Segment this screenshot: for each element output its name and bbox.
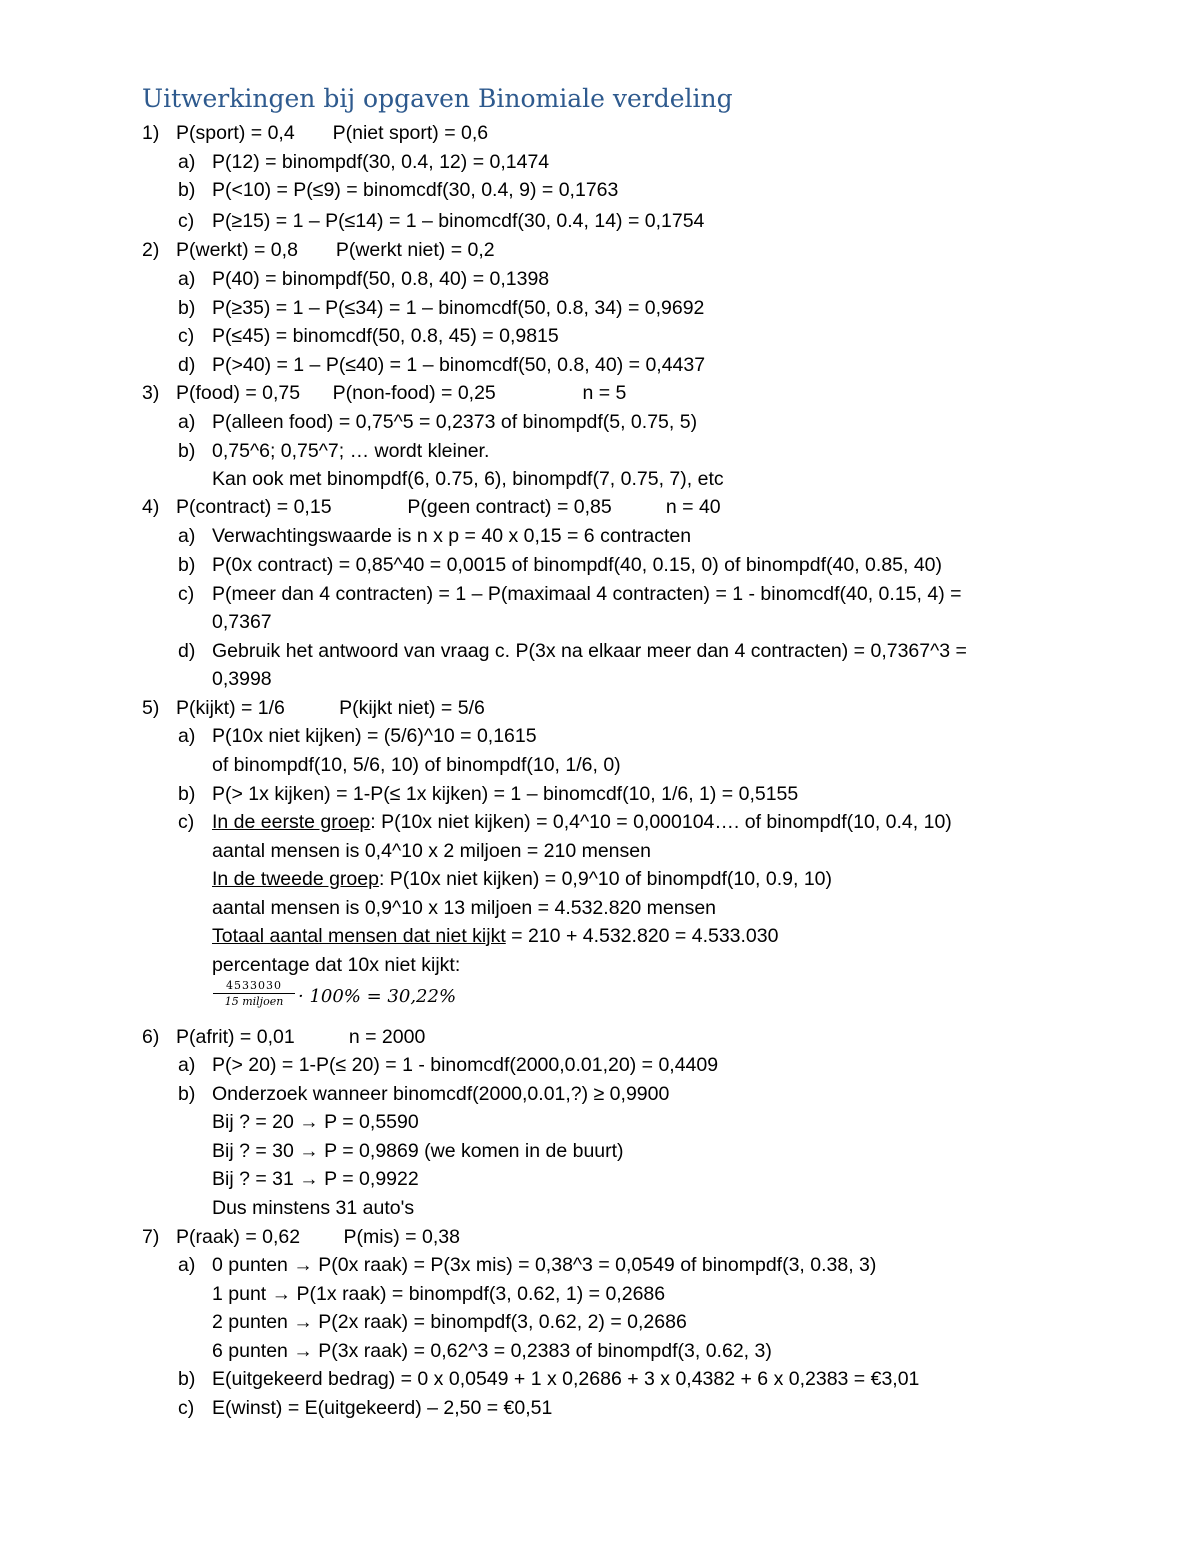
subquestion-letter: b) <box>178 1083 196 1105</box>
subquestion-letter: b) <box>178 179 196 201</box>
answer-line <box>212 149 549 175</box>
question-number: 4) <box>142 496 160 518</box>
answer-line <box>212 323 559 349</box>
answer-line <box>212 1081 669 1107</box>
formula-denominator: 15 miljoen <box>224 995 284 1008</box>
answer-line <box>212 1195 414 1221</box>
line-text: P(40) = binompdf(50, 0.8, 40) = 0,1398 <box>212 268 550 290</box>
answer-line <box>212 838 651 864</box>
percentage-formula <box>212 978 512 1018</box>
answer-line <box>212 952 460 978</box>
line-text: P(10x niet kijken) = (5/6)^10 = 0,1615 <box>212 725 537 747</box>
subquestion-letter: c) <box>178 1397 195 1419</box>
line-text: Bij ? = 31 → P = 0,9922 <box>212 1168 419 1190</box>
answer-line <box>212 466 724 492</box>
line-text: Onderzoek wanneer binomcdf(2000,0.01,?) ≥ 0,9900 <box>212 1083 670 1105</box>
line-text: : P(10x niet kijken) = 0,9^10 of binompdf(10, 0.9, 10) <box>378 868 833 890</box>
line-text: P(meer dan 4 contracten) = 1 – P(maximaal 4 contracten) = 1 - binomcdf(40, 0.15, 4) = <box>212 583 962 605</box>
subquestion-letter: c) <box>178 583 195 605</box>
answer-line <box>212 1052 718 1078</box>
line-text: percentage dat 10x niet kijkt: <box>212 954 461 976</box>
answer-line <box>212 1166 419 1192</box>
subquestion-letter: a) <box>178 268 196 290</box>
question-line <box>176 494 721 520</box>
line-text: P(raak) = 0,62 P(mis) = 0,38 <box>176 1226 460 1248</box>
answer-line <box>212 638 967 664</box>
line-text: P(0x contract) = 0,85^40 = 0,0015 of binompdf(40, 0.15, 0) of binompdf(40, 0.85, 40) <box>212 554 943 576</box>
line-text: P(kijkt) = 1/6 P(kijkt niet) = 5/6 <box>176 697 485 719</box>
answer-line <box>212 866 832 892</box>
line-text: = 210 + 4.532.820 = 4.533.030 <box>505 925 779 947</box>
line-text: P(12) = binompdf(30, 0.4, 12) = 0,1474 <box>212 151 550 173</box>
line-text: E(uitgekeerd bedrag) = 0 x 0,0549 + 1 x 0,2686 + 3 x 0,4382 + 6 x 0,2383 = €3,01 <box>212 1368 920 1390</box>
line-text: P(food) = 0,75 P(non-food) = 0,25 n = 5 <box>176 382 627 404</box>
subquestion-letter: a) <box>178 1054 196 1076</box>
subquestion-letter: a) <box>178 151 196 173</box>
answer-line <box>212 352 705 378</box>
line-text: P(≥35) = 1 – P(≤34) = 1 – binomcdf(50, 0.8, 34) = 0,9692 <box>212 297 705 319</box>
answer-line <box>212 1338 772 1364</box>
line-text: P(≤45) = binomcdf(50, 0.8, 45) = 0,9815 <box>212 325 559 347</box>
question-number: 3) <box>142 382 160 404</box>
line-text: Dus minstens 31 auto's <box>212 1197 415 1219</box>
formula-result: · 100% = 30,22% <box>298 986 457 1007</box>
line-text: Verwachtingswaarde is n x p = 40 x 0,15 = 6 contracten <box>212 525 692 547</box>
question-line <box>176 120 488 146</box>
answer-line <box>212 581 962 607</box>
line-text: 0,75^6; 0,75^7; … wordt kleiner. <box>212 440 490 462</box>
answer-line <box>212 752 621 778</box>
line-text: P(werkt) = 0,8 P(werkt niet) = 0,2 <box>176 239 495 261</box>
line-text: P(> 1x kijken) = 1-P(≤ 1x kijken) = 1 – binomcdf(10, 1/6, 1) = 0,5155 <box>212 783 799 805</box>
question-line <box>176 237 495 263</box>
answer-line <box>212 208 704 234</box>
subquestion-letter: a) <box>178 1254 196 1276</box>
line-text: P(>40) = 1 – P(≤40) = 1 – binomcdf(50, 0.8, 40) = 0,4437 <box>212 354 706 376</box>
question-number: 1) <box>142 122 160 144</box>
line-text: 2 punten → P(2x raak) = binompdf(3, 0.62, 2) = 0,2686 <box>212 1311 687 1333</box>
subquestion-letter: b) <box>178 783 196 805</box>
answer-line <box>212 266 549 292</box>
line-text: P(contract) = 0,15 P(geen contract) = 0,85 n = 40 <box>176 496 721 518</box>
line-text: aantal mensen is 0,4^10 x 2 miljoen = 210 mensen <box>212 840 651 862</box>
line-text: Kan ook met binompdf(6, 0.75, 6), binompdf(7, 0.75, 7), etc <box>212 468 724 490</box>
line-text: P(alleen food) = 0,75^5 = 0,2373 of binompdf(5, 0.75, 5) <box>212 411 698 433</box>
answer-line <box>212 1281 665 1307</box>
line-text: Bij ? = 30 → P = 0,9869 (we komen in de buurt) <box>212 1140 624 1162</box>
subquestion-letter: b) <box>178 554 196 576</box>
answer-line <box>212 781 798 807</box>
answer-line <box>212 177 618 203</box>
subquestion-letter: a) <box>178 725 196 747</box>
line-text: aantal mensen is 0,9^10 x 13 miljoen = 4.532.820 mensen <box>212 897 717 919</box>
line-text: P(≥15) = 1 – P(≤14) = 1 – binomcdf(30, 0.4, 14) = 0,1754 <box>212 210 705 232</box>
line-text: Gebruik het antwoord van vraag c. P(3x na elkaar meer dan 4 contracten) = 0,7367^3 = <box>212 640 967 662</box>
subquestion-letter: d) <box>178 640 196 662</box>
underlined-label: Totaal aantal mensen dat niet kijkt <box>212 925 506 947</box>
answer-line <box>212 609 272 635</box>
line-text: of binompdf(10, 5/6, 10) of binompdf(10, 1/6, 0) <box>212 754 621 776</box>
answer-line <box>212 295 704 321</box>
answer-line <box>212 923 778 949</box>
question-number: 2) <box>142 239 160 261</box>
line-text: E(winst) = E(uitgekeerd) – 2,50 = €0,51 <box>212 1397 553 1419</box>
line-text: P(<10) = P(≤9) = binomcdf(30, 0.4, 9) = 0,1763 <box>212 179 619 201</box>
answer-line <box>212 895 716 921</box>
answer-line <box>212 1366 919 1392</box>
subquestion-letter: b) <box>178 440 196 462</box>
subquestion-letter: c) <box>178 811 195 833</box>
subquestion-letter: d) <box>178 354 196 376</box>
line-text: 6 punten → P(3x raak) = 0,62^3 = 0,2383 of binompdf(3, 0.62, 3) <box>212 1340 772 1362</box>
subquestion-letter: c) <box>178 325 195 347</box>
underlined-label: In de eerste groep <box>212 811 371 833</box>
subquestion-letter: b) <box>178 1368 196 1390</box>
formula-numerator: 4533030 <box>226 979 282 992</box>
question-number: 6) <box>142 1026 160 1048</box>
question-number: 5) <box>142 697 160 719</box>
answer-line <box>212 809 952 835</box>
question-line <box>176 380 626 406</box>
underlined-label: In de tweede groep <box>212 868 379 890</box>
line-text: 0,3998 <box>212 668 272 690</box>
answer-line <box>212 1309 687 1335</box>
answer-line <box>212 438 489 464</box>
page-title: Uitwerkingen bij opgaven Binomiale verdeling <box>142 84 733 113</box>
line-text: : P(10x niet kijken) = 0,4^10 = 0,000104…. of binompdf(10, 0.4, 10) <box>370 811 952 833</box>
subquestion-letter: a) <box>178 411 196 433</box>
answer-line <box>212 552 942 578</box>
answer-line <box>212 409 697 435</box>
subquestion-letter: b) <box>178 297 196 319</box>
answer-line <box>212 1252 876 1278</box>
line-text: 0,7367 <box>212 611 272 633</box>
answer-line <box>212 1138 624 1164</box>
answer-line <box>212 666 272 692</box>
question-line <box>176 695 485 721</box>
answer-line <box>212 1109 419 1135</box>
line-text: P(> 20) = 1-P(≤ 20) = 1 - binomcdf(2000,0.01,20) = 0,4409 <box>212 1054 719 1076</box>
line-text: P(sport) = 0,4 P(niet sport) = 0,6 <box>176 122 489 144</box>
line-text: Bij ? = 20 → P = 0,5590 <box>212 1111 419 1133</box>
answer-line <box>212 523 691 549</box>
subquestion-letter: c) <box>178 210 195 232</box>
question-line <box>176 1224 460 1250</box>
question-line <box>176 1024 425 1050</box>
answer-line <box>212 1395 552 1421</box>
subquestion-letter: a) <box>178 525 196 547</box>
question-number: 7) <box>142 1226 160 1248</box>
line-text: 1 punt → P(1x raak) = binompdf(3, 0.62, 1) = 0,2686 <box>212 1283 666 1305</box>
answer-line <box>212 723 537 749</box>
line-text: 0 punten → P(0x raak) = P(3x mis) = 0,38^3 = 0,0549 of binompdf(3, 0.38, 3) <box>212 1254 877 1276</box>
line-text: P(afrit) = 0,01 n = 2000 <box>176 1026 426 1048</box>
